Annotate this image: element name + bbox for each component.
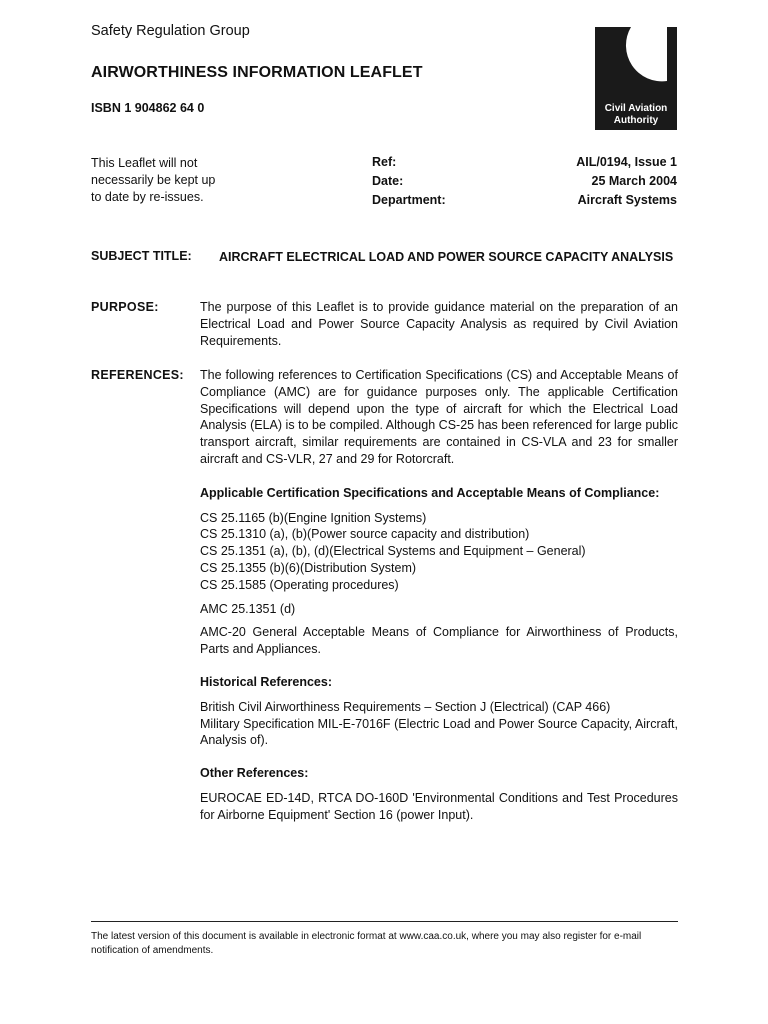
cs-list-item: CS 25.1355 (b)(6)(Distribution System): [200, 560, 417, 575]
caa-logo-mark: [595, 27, 677, 130]
cs-list-item: CS 25.1585 (Operating procedures): [200, 577, 399, 592]
historical-reference: Military Specification MIL-E-7016F (Electric Load and Power Source Capacity, Aircraft, Analysis of).: [200, 716, 678, 748]
meta-ref-label: Ref:: [372, 155, 397, 169]
cs-list: [200, 510, 678, 594]
logo-text-line2: Authority: [613, 115, 659, 126]
meta-date-value: 25 March 2004: [591, 174, 677, 188]
meta-department-value: Aircraft Systems: [577, 193, 677, 207]
cs-list-item: CS 25.1351 (a), (b), (d)(Electrical Systems and Equipment – General): [200, 544, 586, 559]
meta-values: [500, 153, 677, 210]
logo-text-line1: Civil Aviation: [604, 103, 668, 114]
subject-title-label: SUBJECT TITLE:: [91, 249, 192, 263]
footer-note: The latest version of this document is available in electronic format at www.caa.co.uk, where you may also register for e-mail notification of amendments.: [91, 931, 642, 956]
references-label: REFERENCES:: [91, 368, 184, 382]
purpose-text: [200, 299, 678, 349]
cs-list-item: CS 25.1310 (a), (b)(Power source capacity and distribution): [200, 527, 530, 542]
amc20-reference: AMC-20 General Acceptable Means of Compliance for Airworthiness of Products, Parts and Appliances.: [200, 625, 678, 657]
historical-heading: Historical References:: [200, 674, 333, 689]
purpose-paragraph: The purpose of this Leaflet is to provide guidance material on the preparation of an Electrical Load and Power Source Capacity Analysis as required by Civil Aviation Requirements.: [200, 300, 678, 348]
references-body: [200, 367, 678, 824]
organisation-group: Safety Regulation Group: [91, 23, 250, 39]
meta-ref-value: AIL/0194, Issue 1: [576, 155, 677, 169]
footer-divider: [91, 921, 678, 922]
leaflet-note: [91, 155, 271, 206]
cs-list-item: CS 25.1165 (b)(Engine Ignition Systems): [200, 510, 427, 525]
applicable-heading: Applicable Certification Specifications and Acceptable Means of Compliance:: [200, 485, 660, 500]
caa-logo: [595, 27, 677, 130]
historical-reference: British Civil Airworthiness Requirements – Section J (Electrical) (CAP 466): [200, 699, 611, 714]
document-title: AIRWORTHINESS INFORMATION LEAFLET: [91, 64, 423, 81]
leaflet-note-line: This Leaflet will not: [91, 156, 198, 170]
other-heading: Other References:: [200, 766, 309, 781]
other-reference: EUROCAE ED-14D, RTCA DO-160D 'Environmental Conditions and Test Procedures for Airborne Equipment' Section 16 (power Input).: [200, 790, 678, 822]
isbn: ISBN 1 904862 64 0: [91, 101, 205, 115]
amc-reference: AMC 25.1351 (d): [200, 601, 296, 616]
references-intro: The following references to Certification Specifications (CS) and Acceptable Means of Compliance (AMC) are for guidance purposes only. The applicable Certification Specifications will depend upon the type of aircraft for which the Electrical Load Analysis (ELA) is to be compiled. Although CS-25 has been referenced for large public transport aircraft, similar requirements are contained in CS-VLA and 23 for smaller aircraft and CS-VLR, 27 and 29 for Rotorcraft.: [200, 368, 678, 466]
subject-title-text: AIRCRAFT ELECTRICAL LOAD AND POWER SOURCE CAPACITY ANALYSIS: [219, 250, 674, 264]
meta-labels: [372, 153, 446, 210]
meta-department-label: Department:: [372, 193, 446, 207]
meta-date-label: Date:: [372, 174, 404, 188]
leaflet-note-line: necessarily be kept up: [91, 173, 216, 187]
leaflet-note-line: to date by re-issues.: [91, 190, 204, 204]
purpose-label: PURPOSE:: [91, 300, 159, 314]
